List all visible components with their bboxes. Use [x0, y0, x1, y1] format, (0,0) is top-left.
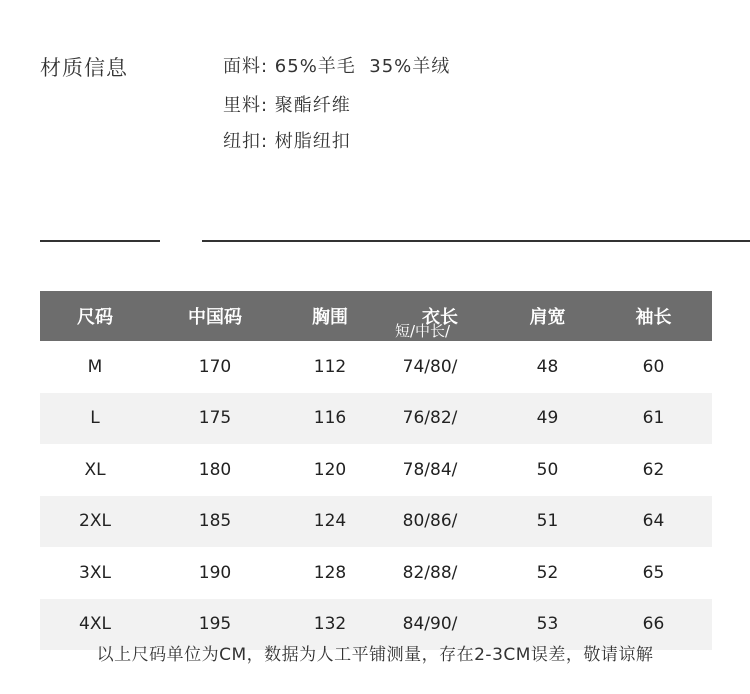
- cell-length: 78/84/: [402, 459, 458, 480]
- cell-sleeve: 65: [642, 562, 665, 583]
- cell-china-size: 175: [198, 408, 232, 429]
- table-row: [40, 547, 712, 599]
- fabric-line: 面料: 65%羊毛 35%羊绒: [223, 56, 451, 77]
- cell-length: 82/88/: [402, 562, 458, 583]
- cell-size: 2XL: [79, 511, 111, 532]
- cell-china-size: 170: [198, 356, 232, 377]
- table-row: [40, 393, 712, 445]
- cell-sleeve: 62: [642, 459, 665, 480]
- cell-chest: 132: [313, 614, 347, 635]
- table-row: [40, 341, 712, 393]
- cell-shoulder: 53: [536, 614, 559, 635]
- table-row: [40, 444, 712, 496]
- cell-shoulder: 48: [536, 356, 559, 377]
- footnote: 以上尺码单位为CM，数据为人工平铺测量，存在2-3CM误差，敬请谅解: [96, 645, 654, 665]
- header-length-sub: 短/中长/: [395, 322, 451, 340]
- cell-chest: 124: [313, 511, 347, 532]
- header-china-size: 中国码: [188, 307, 242, 328]
- material-title: 材质信息: [40, 56, 128, 80]
- header-size: 尺码: [77, 307, 113, 328]
- table-row: [40, 496, 712, 548]
- cell-shoulder: 50: [536, 459, 559, 480]
- divider-left: [40, 240, 160, 242]
- cell-chest: 112: [313, 356, 347, 377]
- cell-chest: 120: [313, 459, 347, 480]
- header-chest: 胸围: [312, 307, 348, 328]
- cell-length: 74/80/: [402, 356, 458, 377]
- cell-size: 4XL: [79, 614, 111, 635]
- header-shoulder: 肩宽: [529, 307, 566, 328]
- cell-length: 76/82/: [402, 408, 458, 429]
- cell-sleeve: 61: [642, 408, 665, 429]
- cell-size: M: [87, 356, 103, 377]
- cell-shoulder: 49: [536, 408, 559, 429]
- cell-china-size: 190: [198, 562, 232, 583]
- cell-size: XL: [84, 459, 106, 480]
- cell-size: L: [90, 408, 100, 429]
- cell-shoulder: 51: [536, 511, 559, 532]
- header-length: 衣长: [422, 307, 458, 328]
- cell-china-size: 195: [198, 614, 232, 635]
- cell-chest: 116: [313, 408, 347, 429]
- cell-china-size: 185: [198, 511, 232, 532]
- cell-sleeve: 66: [642, 614, 665, 635]
- lining-line: 里料: 聚酯纤维: [223, 95, 351, 116]
- cell-length: 80/86/: [402, 511, 458, 532]
- cell-china-size: 180: [198, 459, 232, 480]
- divider-right: [202, 240, 750, 242]
- button-line: 纽扣: 树脂纽扣: [223, 131, 351, 152]
- cell-size: 3XL: [79, 562, 111, 583]
- header-sleeve: 袖长: [635, 307, 672, 328]
- cell-length: 84/90/: [402, 614, 458, 635]
- cell-sleeve: 60: [642, 356, 665, 377]
- cell-sleeve: 64: [642, 511, 665, 532]
- size-table: [40, 291, 712, 650]
- cell-chest: 128: [313, 562, 347, 583]
- table-header: [40, 291, 712, 341]
- cell-shoulder: 52: [536, 562, 559, 583]
